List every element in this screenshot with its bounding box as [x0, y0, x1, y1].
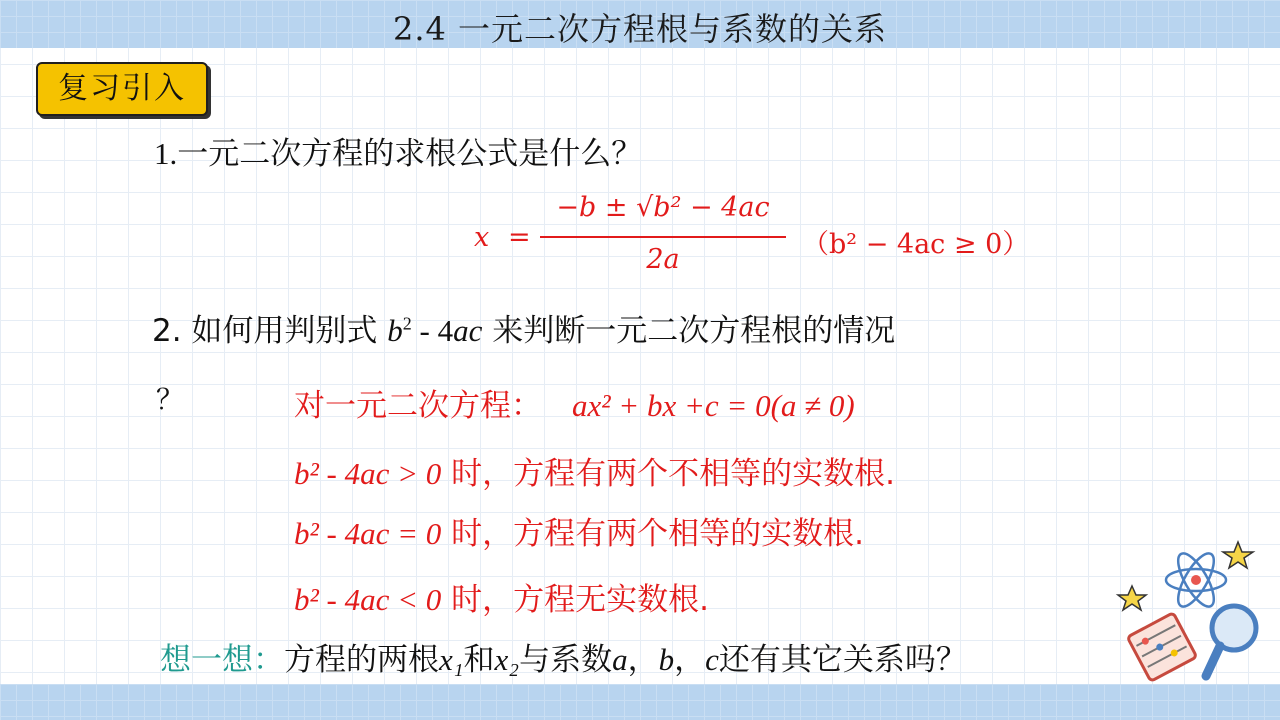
- case-3-expr: b² - 4ac < 0: [294, 582, 442, 617]
- think-x2: x₂: [494, 642, 520, 677]
- atom-icon: [1166, 549, 1226, 612]
- question-2-b: b: [387, 313, 403, 348]
- case-1-text: 时，方程有两个不相等的实数根.: [441, 456, 896, 492]
- formula-equals: =: [508, 222, 531, 253]
- think-b: b: [658, 642, 675, 677]
- formula-numerator: −b ± √b² − 4ac: [556, 192, 770, 223]
- section-badge-label: 复习引入: [58, 71, 186, 106]
- answer-equation: ax² + bx +c = 0(a ≠ 0): [572, 388, 855, 423]
- question-2-suffix: 来判断一元二次方程根的情况: [482, 313, 896, 349]
- think-x1: x₁: [439, 642, 464, 677]
- think-text-c: 还有其它关系吗？: [718, 642, 967, 678]
- think-c: c: [705, 642, 719, 677]
- fraction-bar: [540, 236, 786, 238]
- case-2-expr: b² - 4ac = 0: [294, 516, 442, 551]
- answer-intro: [294, 380, 855, 425]
- section-badge: [36, 62, 208, 116]
- question-1-text: 一元二次方程的求根公式是什么？: [177, 136, 643, 172]
- star-icon: [1118, 586, 1146, 610]
- question-2-minus: - 4: [411, 313, 454, 348]
- think-sep1: ，: [627, 642, 659, 678]
- bottom-bar: [0, 684, 1280, 720]
- formula-lhs: x: [474, 222, 490, 253]
- question-2-qmark: ？: [156, 383, 185, 416]
- think-text-b: 与系数: [519, 642, 613, 678]
- answer-intro-text: 对一元二次方程：: [294, 388, 542, 424]
- think-a: a: [612, 642, 628, 677]
- case-2-text: 时，方程有两个相等的实数根.: [441, 516, 865, 552]
- think-text-a: 方程的两根: [284, 642, 439, 678]
- question-1: [154, 128, 642, 173]
- magnifier-icon: [1206, 606, 1256, 676]
- answer-case-1: [294, 448, 895, 493]
- case-3-text: 时，方程无实数根.: [441, 582, 710, 618]
- think-label: 想一想：: [160, 642, 284, 678]
- question-1-number: 1.: [154, 136, 178, 171]
- question-2: [152, 305, 895, 350]
- think-and: 和: [463, 642, 495, 678]
- case-1-expr: b² - 4ac > 0: [294, 456, 442, 491]
- answer-case-3: [294, 574, 709, 619]
- question-2-ac: ac: [453, 313, 483, 348]
- star-icon: [1223, 542, 1253, 568]
- page-title: 2.4 一元二次方程根与系数的关系: [392, 10, 888, 48]
- question-2-prefix: 2. 如何用判别式: [152, 313, 388, 349]
- think-sep2: ，: [674, 642, 706, 678]
- think-prompt: [160, 634, 967, 679]
- question-2-sup: 2: [402, 313, 412, 334]
- formula-condition: （b² − 4ac ≥ 0）: [802, 229, 1030, 260]
- formula-denominator: 2a: [646, 244, 680, 275]
- abacus-icon: [1127, 613, 1196, 682]
- decoration: [1110, 536, 1270, 686]
- answer-case-2: [294, 508, 864, 553]
